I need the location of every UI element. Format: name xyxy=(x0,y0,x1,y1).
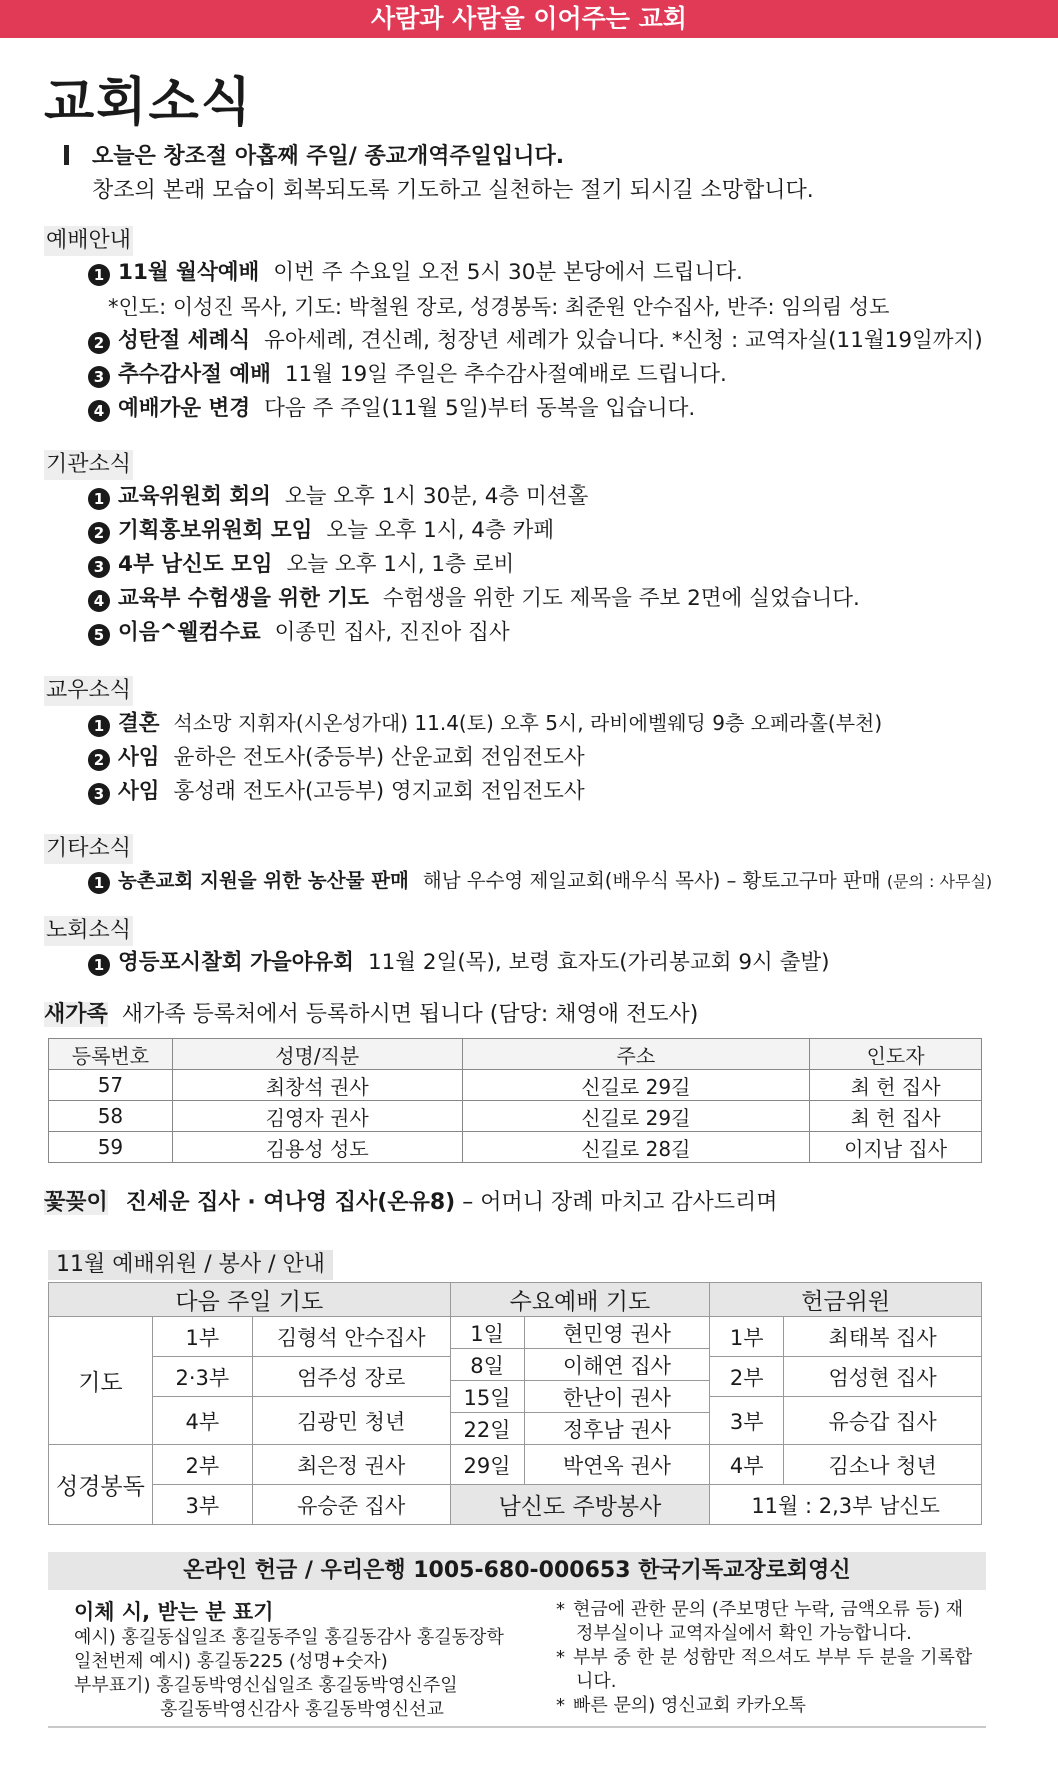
number-badge: 2 xyxy=(88,749,110,771)
number-badge: 4 xyxy=(88,400,110,422)
intro-bar xyxy=(64,145,69,165)
table-cell: 김형석 안수집사 xyxy=(252,1317,450,1357)
offering-notes xyxy=(556,1598,976,1718)
table-row xyxy=(49,1070,982,1101)
item-text: 석소망 지휘자(시온성가대) 11.4(토) 오후 5시, 라비에벨웨딩 9층 오페라홀(부천) xyxy=(173,711,883,735)
item-key: 사임 xyxy=(118,779,160,804)
item-key: 사임 xyxy=(118,745,160,770)
item-text: 이종민 집사, 진진아 집사 xyxy=(274,620,510,645)
list-item xyxy=(88,616,1024,650)
table-cell: 유승준 집사 xyxy=(252,1485,450,1525)
section-title: 교우소식 xyxy=(44,676,133,706)
column-header: 인도자 xyxy=(810,1039,982,1070)
list-item xyxy=(88,514,1024,548)
number-badge: 5 xyxy=(88,624,110,646)
offering-note: * 부부 중 한 분 성함만 적으셔도 부부 두 분을 기록합니다. xyxy=(556,1647,973,1692)
number-badge: 4 xyxy=(88,590,110,612)
table-cell: 신길로 29길 xyxy=(462,1101,810,1132)
page-title: 교회소식 xyxy=(44,72,253,133)
item-text: 수험생을 위한 기도 제목을 주보 2면에 실었습니다. xyxy=(382,586,860,611)
table-cell: 29일 xyxy=(450,1445,524,1485)
number-badge: 3 xyxy=(88,366,110,388)
offering-note: * 현금에 관한 문의 (주보명단 누락, 금액오류 등) 재정부실이나 교역자실에서 확인 가능합니다. xyxy=(556,1599,964,1644)
item-text: 다음 주 주일(11월 5일)부터 동복을 입습니다. xyxy=(264,396,696,421)
table-cell: 정후남 권사 xyxy=(524,1413,710,1445)
table-row xyxy=(49,1485,982,1525)
table-cell: 1부 xyxy=(710,1317,784,1357)
section-worship xyxy=(44,226,1024,426)
number-badge: 1 xyxy=(88,488,110,510)
table-cell: 57 xyxy=(49,1070,173,1101)
item-key: 성탄절 세례식 xyxy=(118,328,251,353)
column-header: 헌금위원 xyxy=(710,1283,982,1317)
intro-line-1: 오늘은 창조절 아홉째 주일/ 종교개역주일입니다. xyxy=(92,144,565,169)
transfer-guide-line: 일천번제 예시) 홍길동225 (성명+숫자) xyxy=(74,1651,388,1672)
table-cell: 1일 xyxy=(450,1317,524,1349)
item-text: 오늘 오후 1시 30분, 4층 미션홀 xyxy=(284,484,589,509)
header-banner: 사람과 사람을 이어주는 교회 xyxy=(0,0,1058,38)
new-family-label: 새가족 xyxy=(44,1002,108,1027)
table-row xyxy=(49,1101,982,1132)
table-cell: 4부 xyxy=(152,1397,252,1445)
item-key: 추수감사절 예배 xyxy=(118,362,271,387)
transfer-guide-line: 부부표기) 홍길동박영신십일조 홍길동박영신주일 xyxy=(74,1675,458,1696)
number-badge: 1 xyxy=(88,715,110,737)
item-key: 이음^웰컴수료 xyxy=(118,620,261,645)
section-presbytery xyxy=(44,916,1024,980)
item-text: 윤하은 전도사(중등부) 산운교회 전임전도사 xyxy=(173,745,585,770)
section-title: 기타소식 xyxy=(44,834,133,864)
table-cell: 3부 xyxy=(710,1397,784,1445)
column-header: 성명/직분 xyxy=(172,1039,462,1070)
table-cell: 최창석 권사 xyxy=(172,1070,462,1101)
table-cell: 김소나 청년 xyxy=(784,1445,982,1485)
list-item xyxy=(88,706,1024,741)
column-header: 등록번호 xyxy=(49,1039,173,1070)
duty-title: 11월 예배위원 / 봉사 / 안내 xyxy=(48,1250,333,1280)
table-cell: 59 xyxy=(49,1132,173,1163)
table-cell: 최 헌 집사 xyxy=(810,1101,982,1132)
table-cell: 이해연 집사 xyxy=(524,1349,710,1381)
section-etc xyxy=(44,834,1024,899)
item-text: 해남 우수영 제일교회(배우식 목사) – 황토고구마 판매 xyxy=(422,869,881,892)
number-badge: 3 xyxy=(88,783,110,805)
online-offering-header: 온라인 헌금 / 우리은행 1005-680-000653 한국기독교장로회영신 xyxy=(48,1552,986,1590)
item-text: 오늘 오후 1시, 4층 카페 xyxy=(326,518,555,543)
new-family-table xyxy=(48,1038,982,1163)
item-text: 이번 주 수요일 오전 5시 30분 본당에서 드립니다. xyxy=(273,260,743,285)
reading-label: 성경봉독 xyxy=(49,1445,153,1525)
table-header-row xyxy=(49,1283,982,1317)
number-badge: 3 xyxy=(88,556,110,578)
table-cell: 15일 xyxy=(450,1381,524,1413)
offering-note: * 빠른 문의) 영신교회 카카오톡 xyxy=(556,1695,806,1716)
list-item xyxy=(88,324,1024,358)
kitchen-text: 11월 : 2,3부 남신도 xyxy=(710,1485,982,1525)
number-badge: 2 xyxy=(88,522,110,544)
number-badge: 1 xyxy=(88,872,110,894)
item-key: 기획홍보위원회 모임 xyxy=(118,518,313,543)
item-key: 11월 월삭예배 xyxy=(118,260,260,285)
item-key: 예배가운 변경 xyxy=(118,396,251,421)
list-item xyxy=(88,256,1024,290)
number-badge: 1 xyxy=(88,264,110,286)
table-cell: 김용성 성도 xyxy=(172,1132,462,1163)
new-family-text: 새가족 등록처에서 등록하시면 됩니다 (담당: 채영애 전도사) xyxy=(121,1002,699,1027)
table-cell: 엄성현 집사 xyxy=(784,1357,982,1397)
table-cell: 22일 xyxy=(450,1413,524,1445)
section-title: 기관소식 xyxy=(44,450,133,480)
transfer-guide-line: 예시) 홍길동십일조 홍길동주일 홍길동감사 홍길동장학 xyxy=(74,1627,504,1648)
table-cell: 2·3부 xyxy=(152,1357,252,1397)
new-family-line xyxy=(44,1000,698,1030)
duty-table xyxy=(48,1282,982,1525)
number-badge: 1 xyxy=(88,954,110,976)
table-cell: 최은정 권사 xyxy=(252,1445,450,1485)
table-cell: 신길로 28길 xyxy=(462,1132,810,1163)
list-item xyxy=(88,392,1024,426)
item-text: 11월 2일(목), 보령 효자도(가리봉교회 9시 출발) xyxy=(367,950,830,975)
table-cell: 현민영 권사 xyxy=(524,1317,710,1349)
transfer-guide xyxy=(74,1598,504,1722)
table-cell: 2부 xyxy=(710,1357,784,1397)
table-cell: 김광민 청년 xyxy=(252,1397,450,1445)
item-note: (문의 : 사무실) xyxy=(886,872,993,891)
list-item xyxy=(88,775,1024,809)
table-cell: 엄주성 장로 xyxy=(252,1357,450,1397)
column-header: 주소 xyxy=(462,1039,810,1070)
transfer-guide-line: 홍길동박영신감사 홍길동박영신선교 xyxy=(160,1699,444,1720)
column-header: 다음 주일 기도 xyxy=(49,1283,451,1317)
table-cell: 3부 xyxy=(152,1485,252,1525)
intro-block xyxy=(60,140,1020,208)
list-item xyxy=(88,548,1024,582)
number-badge: 2 xyxy=(88,332,110,354)
table-cell: 최 헌 집사 xyxy=(810,1070,982,1101)
flower-label: 꽃꽂이 xyxy=(44,1190,108,1215)
intro-line-2: 창조의 본래 모습이 회복되도록 기도하고 실천하는 절기 되시길 소망합니다. xyxy=(92,178,814,203)
table-cell: 박연옥 권사 xyxy=(524,1445,710,1485)
item-text: 11월 19일 주일은 추수감사절예배로 드립니다. xyxy=(284,362,727,387)
item-text: 홍성래 전도사(고등부) 영지교회 전임전도사 xyxy=(173,779,585,804)
table-row xyxy=(49,1445,982,1485)
table-cell: 이지남 집사 xyxy=(810,1132,982,1163)
transfer-guide-title: 이체 시, 받는 분 표기 xyxy=(74,1600,274,1624)
prayer-label: 기도 xyxy=(49,1317,153,1445)
list-item xyxy=(88,582,1024,616)
item-text: 유아세례, 견신례, 청장년 세례가 있습니다. *신청 : 교역자실(11월19일까지) xyxy=(264,328,983,353)
flower-text: – 어머니 장례 마치고 감사드리며 xyxy=(462,1190,778,1215)
table-cell: 최태복 집사 xyxy=(784,1317,982,1357)
table-cell: 58 xyxy=(49,1101,173,1132)
bottom-divider xyxy=(48,1726,986,1728)
table-cell: 2부 xyxy=(152,1445,252,1485)
table-cell: 김영자 권사 xyxy=(172,1101,462,1132)
list-item xyxy=(88,358,1024,392)
table-header-row xyxy=(49,1039,982,1070)
table-row xyxy=(49,1132,982,1163)
section-org xyxy=(44,450,1024,650)
table-cell: 한난이 권사 xyxy=(524,1381,710,1413)
table-cell: 신길로 29길 xyxy=(462,1070,810,1101)
table-cell: 유승갑 집사 xyxy=(784,1397,982,1445)
list-item xyxy=(88,741,1024,775)
section-title: 예배안내 xyxy=(44,226,133,256)
item-key: 교육위원회 회의 xyxy=(118,484,271,509)
list-item xyxy=(88,864,1024,899)
worship-note: *인도: 이성진 목사, 기도: 박철원 장로, 성경봉독: 최준원 안수집사, 반주: 임의림 성도 xyxy=(108,295,890,319)
item-key: 결혼 xyxy=(118,711,160,736)
section-members xyxy=(44,676,1024,809)
list-item xyxy=(88,946,1024,980)
item-key: 영등포시찰회 가을야유회 xyxy=(118,950,354,975)
column-header: 수요예배 기도 xyxy=(450,1283,710,1317)
table-cell: 1부 xyxy=(152,1317,252,1357)
table-cell: 8일 xyxy=(450,1349,524,1381)
flower-line xyxy=(44,1186,777,1220)
flower-names: 진세운 집사 · 여나영 집사(온유8) xyxy=(125,1190,456,1215)
table-cell: 4부 xyxy=(710,1445,784,1485)
table-row xyxy=(49,1317,982,1349)
item-key: 농촌교회 지원을 위한 농산물 판매 xyxy=(118,869,409,892)
item-key: 4부 남신도 모임 xyxy=(118,552,273,577)
kitchen-label: 남신도 주방봉사 xyxy=(450,1485,710,1525)
item-key: 교육부 수험생을 위한 기도 xyxy=(118,586,369,611)
section-title: 노회소식 xyxy=(44,916,133,946)
item-text: 오늘 오후 1시, 1층 로비 xyxy=(286,552,515,577)
list-item xyxy=(88,480,1024,514)
